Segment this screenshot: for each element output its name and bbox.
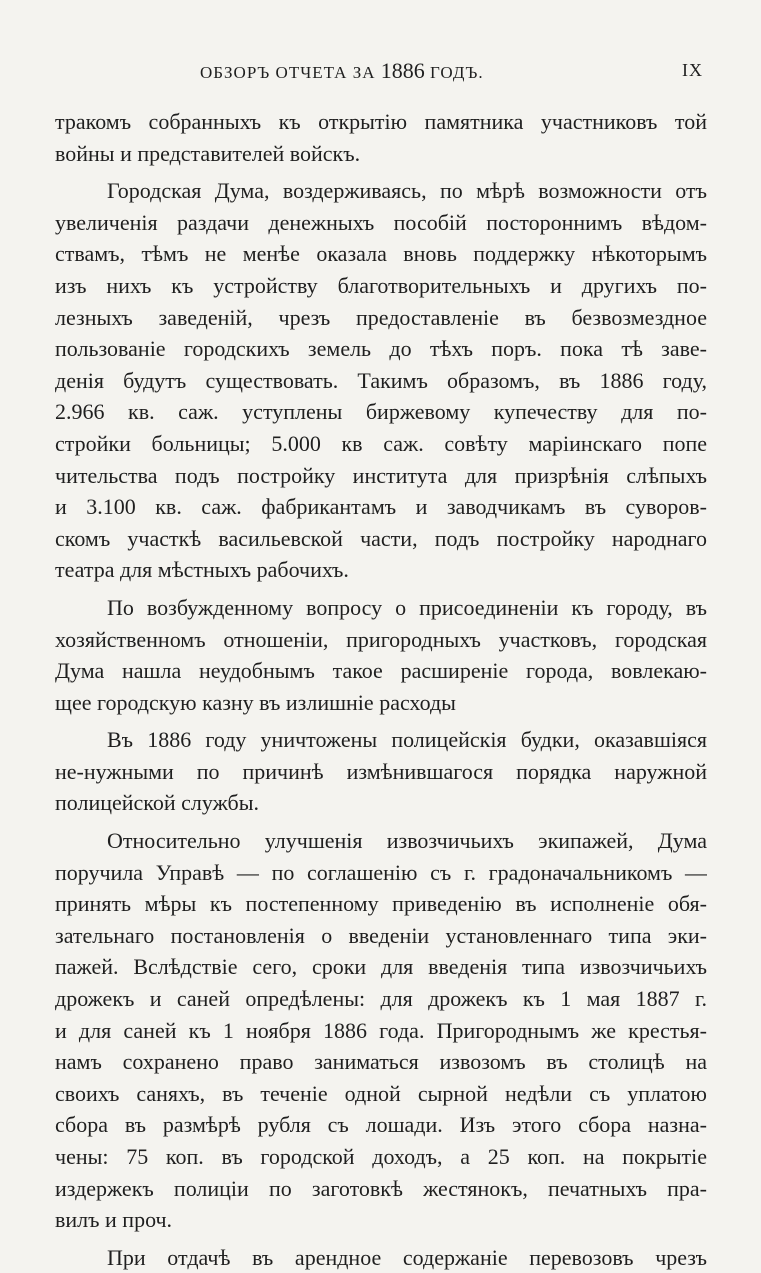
text-line: намъ сохранено право заниматься извозомъ въ столицѣ на — [55, 1049, 707, 1075]
text-line: вилъ и проч. — [55, 1207, 173, 1233]
text-line: При отдачѣ въ арендное содержаніе перевозовъ чрезъ — [107, 1244, 707, 1270]
text-line: денія будутъ существовать. Такимъ образомъ, въ 1886 году, — [55, 367, 707, 393]
page-number: IX — [682, 60, 703, 80]
body-text — [55, 106, 707, 1273]
text-line: не-нужными по причинѣ измѣнившагося порядка наружной — [55, 758, 707, 784]
running-title-year: 1886 — [380, 58, 425, 83]
running-title-prefix: ОБЗОРЪ ОТЧЕТА ЗА — [200, 63, 376, 82]
text-line: скомъ участкѣ васильевской части, подъ постройку народнаго — [55, 525, 707, 551]
running-title — [200, 58, 484, 84]
text-line: Городская Дума, воздерживаясь, по мѣрѣ возможности отъ — [107, 178, 707, 204]
text-line: хозяйственномъ отношеніи, пригородныхъ участковъ, городская — [55, 626, 707, 652]
running-title-suffix: ГОДЪ. — [430, 63, 484, 82]
text-line: лезныхъ заведеній, чрезъ предоставленіе въ безвозмездное — [55, 304, 707, 330]
page-header — [0, 54, 761, 86]
text-line: и для саней къ 1 ноября 1886 года. Пригороднымъ же крестья- — [55, 1017, 707, 1043]
text-line: поручила Управѣ — по соглашенію съ г. градоначальникомъ — — [55, 859, 707, 885]
text-line: войны и представителей войскъ. — [55, 140, 361, 166]
text-line: Дума нашла неудобнымъ такое расширеніе города, вовлекаю- — [55, 658, 707, 684]
text-line: своихъ саняхъ, въ теченіе одной сырной недѣли съ уплатою — [55, 1080, 707, 1106]
text-line: пользованіе городскихъ земель до тѣхъ поръ. пока тѣ заве- — [55, 336, 707, 362]
text-line: дрожекъ и саней опредѣлены: для дрожекъ къ 1 мая 1887 г. — [55, 986, 707, 1012]
text-line: 2.966 кв. саж. уступлены биржевому купечеству для по- — [55, 399, 707, 425]
text-line: пажей. Вслѣдствіе сего, сроки для введенія типа извозчичьихъ — [55, 954, 707, 980]
text-line: стройки больницы; 5.000 кв саж. совѣту маріинскаго попе — [55, 430, 707, 456]
text-line: чены: 75 коп. въ городской доходъ, а 25 коп. на покрытіе — [55, 1144, 707, 1169]
text-line: издержекъ полиціи по заготовкѣ жестянокъ, печатныхъ пра- — [55, 1175, 707, 1201]
text-line: сбора въ размѣрѣ рубля съ лошади. Изъ этого сбора назна- — [55, 1112, 707, 1138]
text-line: Въ 1886 году уничтожены полицейскія будки, оказавшіяся — [107, 727, 707, 753]
text-line: тракомъ собранныхъ къ открытію памятника участниковъ той — [55, 109, 707, 134]
text-line: ствамъ, тѣмъ не менѣе оказала вновь поддержку нѣкоторымъ — [55, 241, 707, 267]
text-line: чительства подъ постройку института для призрѣнія слѣпыхъ — [55, 462, 707, 488]
text-line: изъ нихъ къ устройству благотворительныхъ и другихъ по- — [55, 272, 707, 298]
text-line: Относительно улучшенія извозчичьихъ экипажей, Дума — [107, 828, 707, 854]
text-line: щее городскую казну въ излишніе расходы — [55, 689, 456, 715]
text-line: принять мѣры къ постепенному приведенію въ исполненіе обя- — [55, 891, 707, 917]
text-line: зательнаго постановленія о введеніи установленнаго типа эки- — [55, 922, 707, 948]
text-line: полицейской службы. — [55, 790, 259, 816]
text-line: театра для мѣстныхъ рабочихъ. — [55, 557, 349, 583]
text-line: увеличенія раздачи денежныхъ пособій постороннимъ вѣдом- — [55, 209, 707, 235]
text-line: и 3.100 кв. саж. фабрикантамъ и заводчикамъ въ суворов- — [55, 494, 707, 520]
text-line: По возбужденному вопросу о присоединеніи къ городу, въ — [107, 594, 707, 620]
